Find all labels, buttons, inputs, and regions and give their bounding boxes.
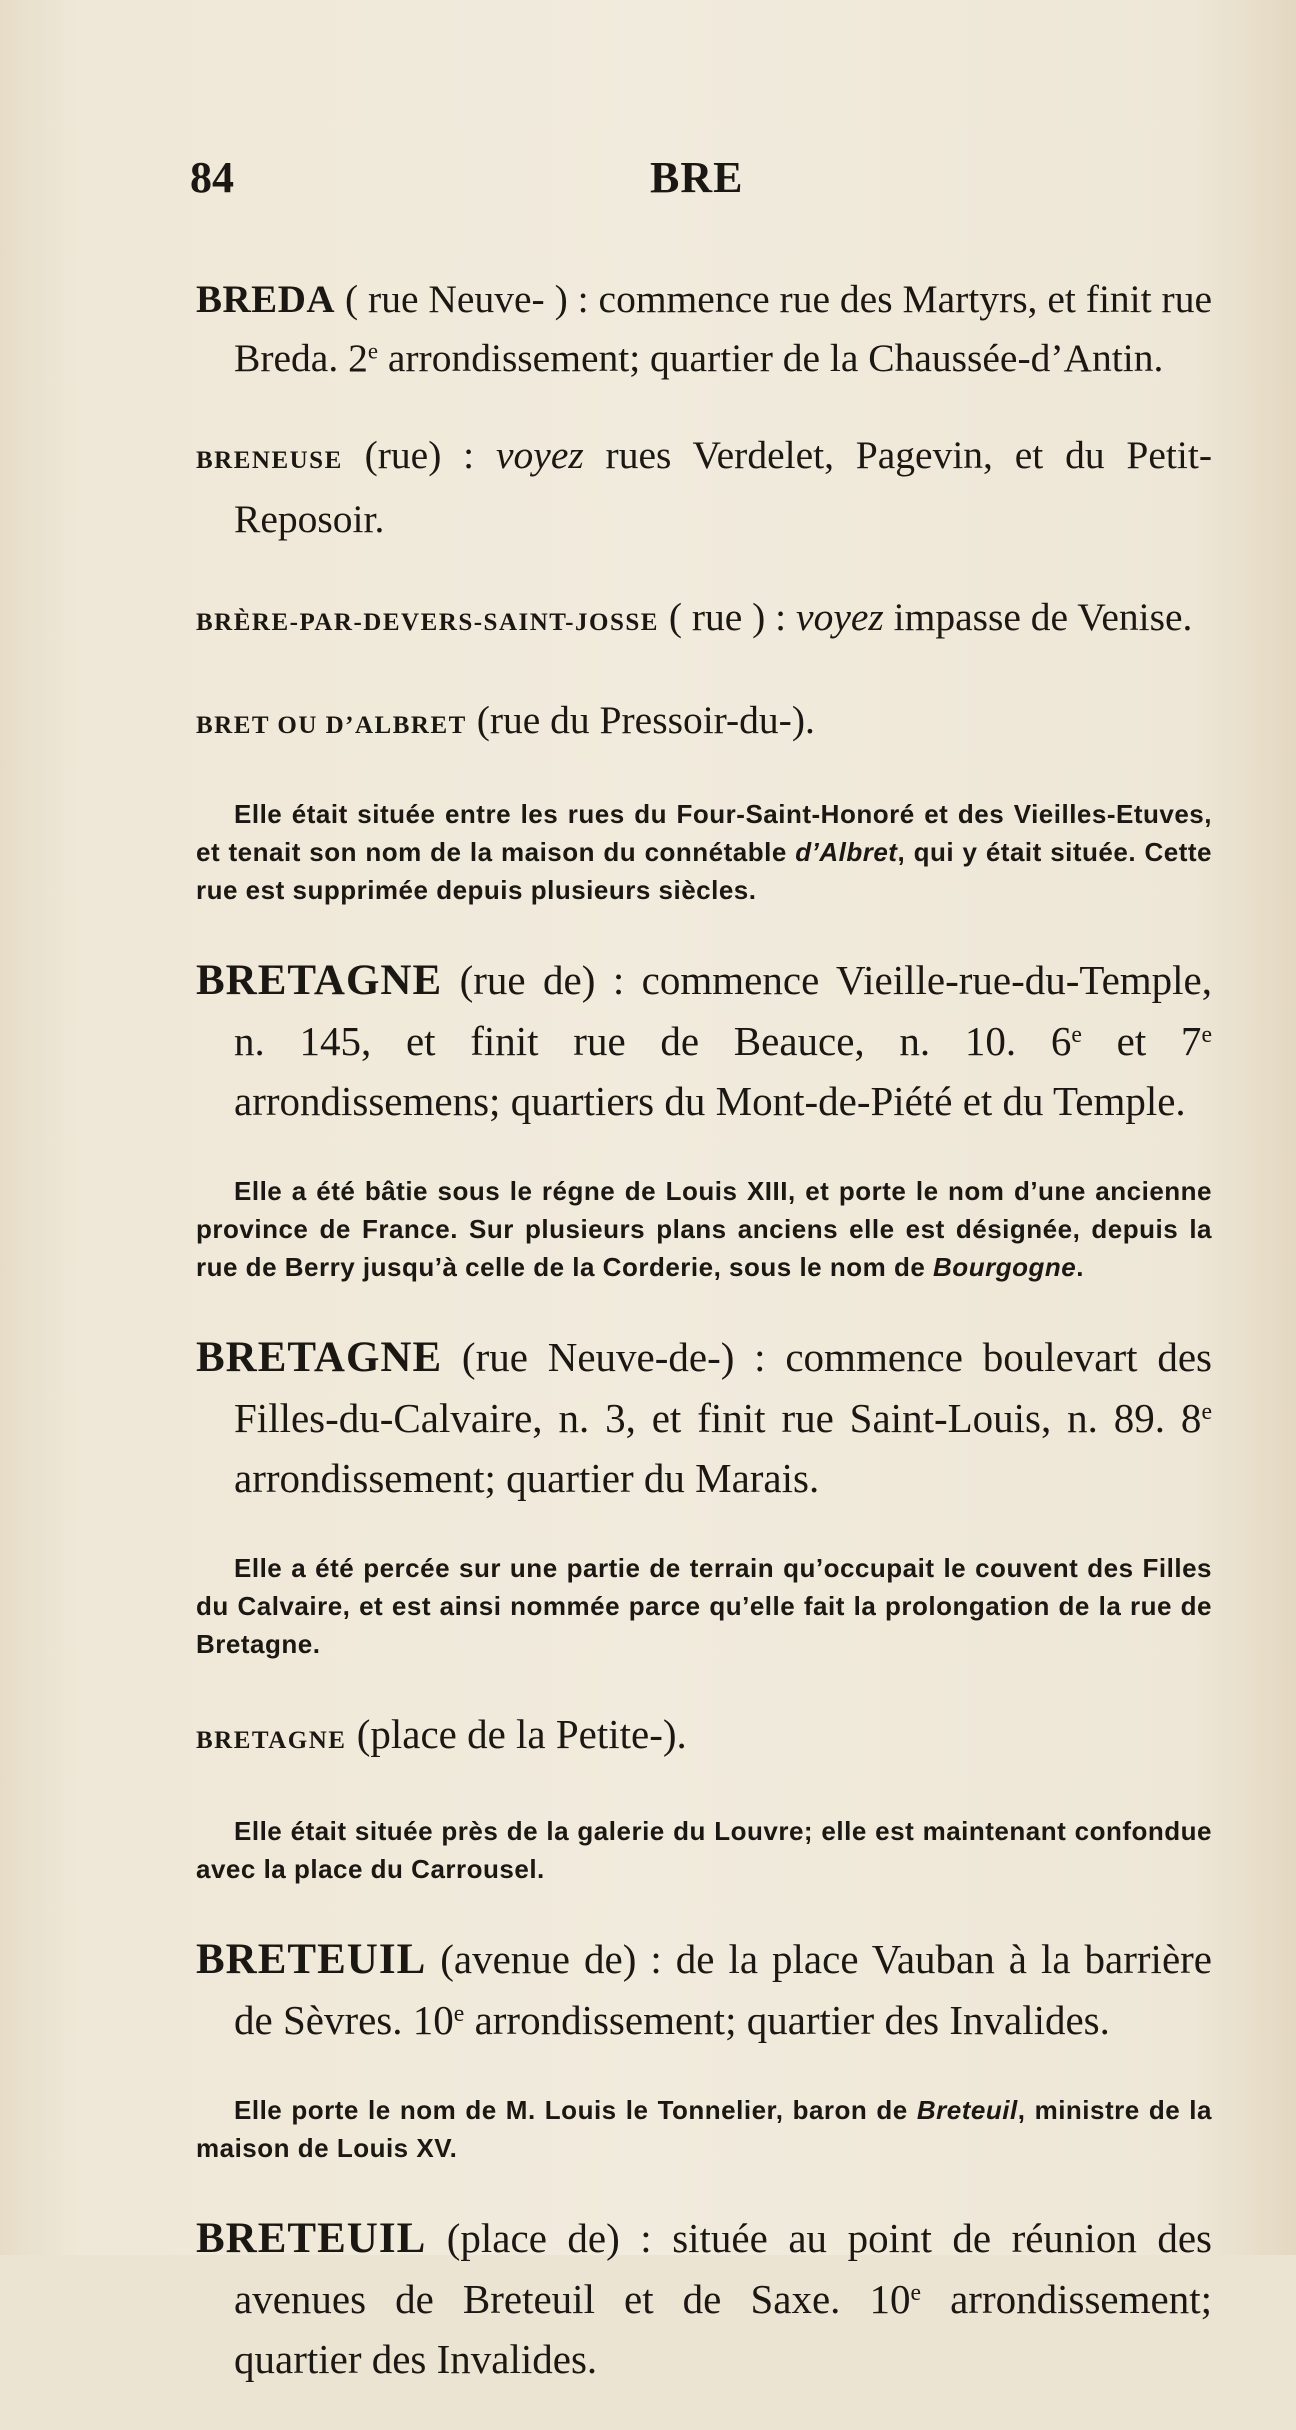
dictionary-text bbox=[196, 230, 1212, 2430]
entry-main: BRETEUIL (place de) : située au point de réunion des avenues de Breteuil et de Saxe. 10e arrondissement; quartier des Invalides. bbox=[196, 2214, 1212, 2382]
entry-bretagne-place bbox=[196, 1704, 1212, 1888]
entry-breneuse bbox=[196, 426, 1212, 548]
entry-main: BRETAGNE (place de la Petite-). bbox=[196, 1710, 687, 1757]
headword: BRETAGNE bbox=[196, 1726, 347, 1754]
entry-main: BRET OU D’ALBRET (rue du Pressoir-du-). bbox=[196, 698, 815, 742]
headword: BRET OU D’ALBRET bbox=[196, 712, 467, 739]
entry-note: Elle a été bâtie sous le régne de Louis XIII, et porte le nom d’une ancienne province de France. Sur plusieurs plans anciens elle est désignée, depuis la rue de Berry jusqu’à celle de la Corderie, sous le nom de Bourgogne. bbox=[196, 1175, 1212, 1282]
entry-main: BRETEUIL (avenue de) : de la place Vauban à la barrière de Sèvres. 10e arrondissement; quartier des Invalides. bbox=[196, 1935, 1212, 2043]
headword: BRETEUIL bbox=[196, 1935, 427, 1983]
entry-bret bbox=[196, 691, 1212, 909]
entry-breda bbox=[196, 270, 1212, 387]
headword: BRETEUIL bbox=[196, 2214, 427, 2262]
running-head: BRE bbox=[650, 153, 744, 202]
entry-main: BRÈRE-PAR-DEVERS-SAINT-JOSSE ( rue ) : voyez impasse de Venise. bbox=[196, 594, 1193, 639]
headword: BREDA bbox=[196, 277, 336, 321]
entry-main: BRETAGNE (rue Neuve-de-) : commence boulevart des Filles-du-Calvaire, n. 3, et finit rue Saint-Louis, n. 89. 8e arrondissement; quartier du Marais. bbox=[196, 1333, 1212, 1501]
entry-main: BREDA ( rue Neuve- ) : commence rue des Martyrs, et finit rue Breda. 2e arrondissement; quartier de la Chaussée-d’Antin. bbox=[196, 276, 1212, 380]
entry-note: Elle porte le nom de M. Louis le Tonnelier, baron de Breteuil, ministre de la maison de Louis XV. bbox=[196, 2094, 1212, 2163]
headword: BRETAGNE bbox=[196, 956, 443, 1004]
entry-brere bbox=[196, 588, 1212, 652]
entry-note: Elle était située près de la galerie du Louvre; elle est maintenant confondue avec la place du Carrousel. bbox=[196, 1815, 1212, 1884]
headword: BRETAGNE bbox=[196, 1333, 443, 1381]
entry-main: BRETAGNE (rue de) : commence Vieille-rue-du-Temple, n. 145, et finit rue de Beauce, n. 10. 6e et 7e arrondissemens; quartiers du Mont-de-Piété et du Temple. bbox=[196, 956, 1212, 1124]
headword: BRÈRE-PAR-DEVERS-SAINT-JOSSE bbox=[196, 608, 659, 636]
entry-main: BRENEUSE (rue) : voyez rues Verdelet, Pagevin, et du Petit-Reposoir. bbox=[196, 433, 1213, 541]
page-header bbox=[190, 152, 1210, 204]
page-number: 84 bbox=[190, 153, 234, 202]
entry-breteuil-avenue bbox=[196, 1929, 1212, 2167]
entry-bretagne-neuve bbox=[196, 1327, 1212, 1663]
entry-note: Elle a été percée sur une partie de terrain qu’occupait le couvent des Filles du Calvaire, et est ainsi nommée parce qu’elle fait la prolongation de la rue de Bretagne. bbox=[196, 1552, 1212, 1659]
entry-note: Elle était située entre les rues du Four-Saint-Honoré et des Vieilles-Etuves, et tenait son nom de la maison du connétable d’Albret, qui y était située. Cette rue est supprimée depuis plusieurs siècles. bbox=[196, 798, 1212, 905]
entry-breteuil-place bbox=[196, 2208, 1212, 2389]
headword: BRENEUSE bbox=[196, 447, 343, 474]
entry-bretagne-rue bbox=[196, 950, 1212, 1286]
